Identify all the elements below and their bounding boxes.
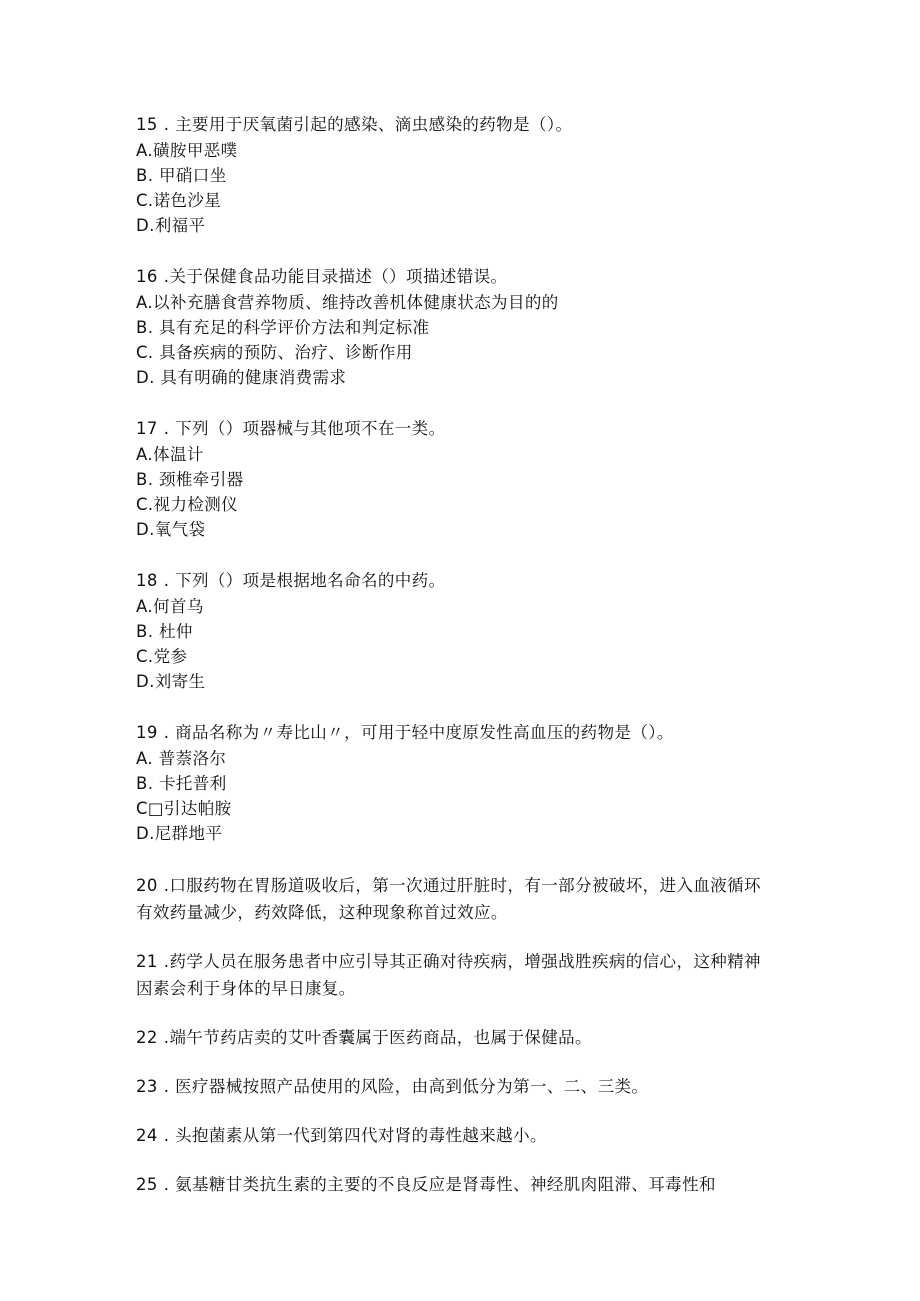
option-a: A.磺胺甲恶噗 [136, 141, 238, 160]
document-page [136, 112, 776, 1220]
statement-24 [136, 1122, 776, 1149]
statement-body: . 医疗器械按照产品使用的风险，由高到低分为第一、二、三类。 [163, 1077, 649, 1096]
option-d: D. 具有明确的健康消费需求 [136, 368, 347, 387]
question-text: .关于保健食品功能目录描述（）项描述错误。 [163, 267, 508, 286]
question-number: 18 [136, 571, 158, 590]
statement-body: .端午节药店卖的艾叶香囊属于医药商品，也属于保健品。 [163, 1028, 592, 1047]
option-list [136, 442, 776, 542]
statement-number: 25 [136, 1175, 158, 1194]
statement-text [136, 872, 776, 926]
statement-body: . 头抱菌素从第一代到第四代对肾的毒性越来越小。 [163, 1126, 547, 1145]
statement-text [136, 1024, 776, 1051]
question-15 [136, 112, 776, 238]
question-stem [136, 720, 776, 746]
option-list [136, 594, 776, 694]
statement-text [136, 1122, 776, 1149]
option-b: B. 卡托普利 [136, 774, 227, 793]
option-b: B. 具有充足的科学评价方法和判定标准 [136, 318, 430, 337]
option-a: A.何首乌 [136, 597, 204, 616]
question-stem [136, 264, 776, 290]
statement-number: 23 [136, 1077, 158, 1096]
option-c: C.党参 [136, 647, 188, 666]
question-number: 16 [136, 267, 158, 286]
statement-body: .口服药物在胃肠道吸收后，第一次通过肝脏时，有一部分被破坏，进入血液循环有效药量减少，药效降低，这种现象称首过效应。 [136, 876, 761, 922]
question-18 [136, 568, 776, 694]
statement-number: 22 [136, 1028, 158, 1047]
statement-number: 20 [136, 876, 158, 895]
statement-23 [136, 1073, 776, 1100]
question-text: . 主要用于厌氧菌引起的感染、滴虫感染的药物是（）。 [163, 115, 573, 134]
option-d: D.刘寄生 [136, 672, 206, 691]
option-list [136, 290, 776, 390]
option-a: A.以补充膳食营养物质、维持改善机体健康状态为目的的 [136, 293, 559, 312]
question-16 [136, 264, 776, 390]
question-text: . 下列（）项器械与其他项不在一类。 [163, 419, 446, 438]
statement-body: . 氨基糖甘类抗生素的主要的不良反应是肾毒性、神经肌肉阻滞、耳毒性和 [163, 1175, 716, 1194]
option-c: C.诺色沙星 [136, 191, 222, 210]
option-list [136, 746, 776, 846]
option-list [136, 138, 776, 238]
question-text: . 下列（）项是根据地名命名的中药。 [163, 571, 446, 590]
option-c: C. 具备疾病的预防、治疗、诊断作用 [136, 343, 413, 362]
question-17 [136, 416, 776, 542]
statement-number: 21 [136, 952, 158, 971]
question-number: 15 [136, 115, 158, 134]
statement-25 [136, 1171, 776, 1198]
option-b: B. 甲硝口坐 [136, 166, 227, 185]
question-19 [136, 720, 776, 846]
statement-text [136, 1073, 776, 1100]
option-a: A.体温计 [136, 445, 204, 464]
question-text: . 商品名称为〃寿比山〃，可用于轻中度原发性高血压的药物是（）。 [163, 723, 674, 742]
statement-text [136, 1171, 776, 1198]
option-c: C.视力检测仪 [136, 495, 239, 514]
statement-body: .药学人员在服务患者中应引导其正确对待疾病，增强战胜疾病的信心，这种精神因素会利于身体的早日康复。 [136, 952, 761, 998]
option-b: B. 杜仲 [136, 622, 193, 641]
question-number: 17 [136, 419, 158, 438]
statement-20 [136, 872, 776, 926]
option-d: D.氧气袋 [136, 520, 206, 539]
question-stem [136, 416, 776, 442]
question-stem [136, 112, 776, 138]
option-b: B. 颈椎牵引器 [136, 470, 244, 489]
statement-21 [136, 948, 776, 1002]
question-stem [136, 568, 776, 594]
option-c: C□引达帕胺 [136, 799, 232, 818]
question-number: 19 [136, 723, 158, 742]
option-a: A. 普萘洛尔 [136, 749, 227, 768]
statement-22 [136, 1024, 776, 1051]
option-d: D.尼群地平 [136, 824, 223, 843]
option-d: D.利福平 [136, 216, 206, 235]
statement-number: 24 [136, 1126, 158, 1145]
statement-text [136, 948, 776, 1002]
